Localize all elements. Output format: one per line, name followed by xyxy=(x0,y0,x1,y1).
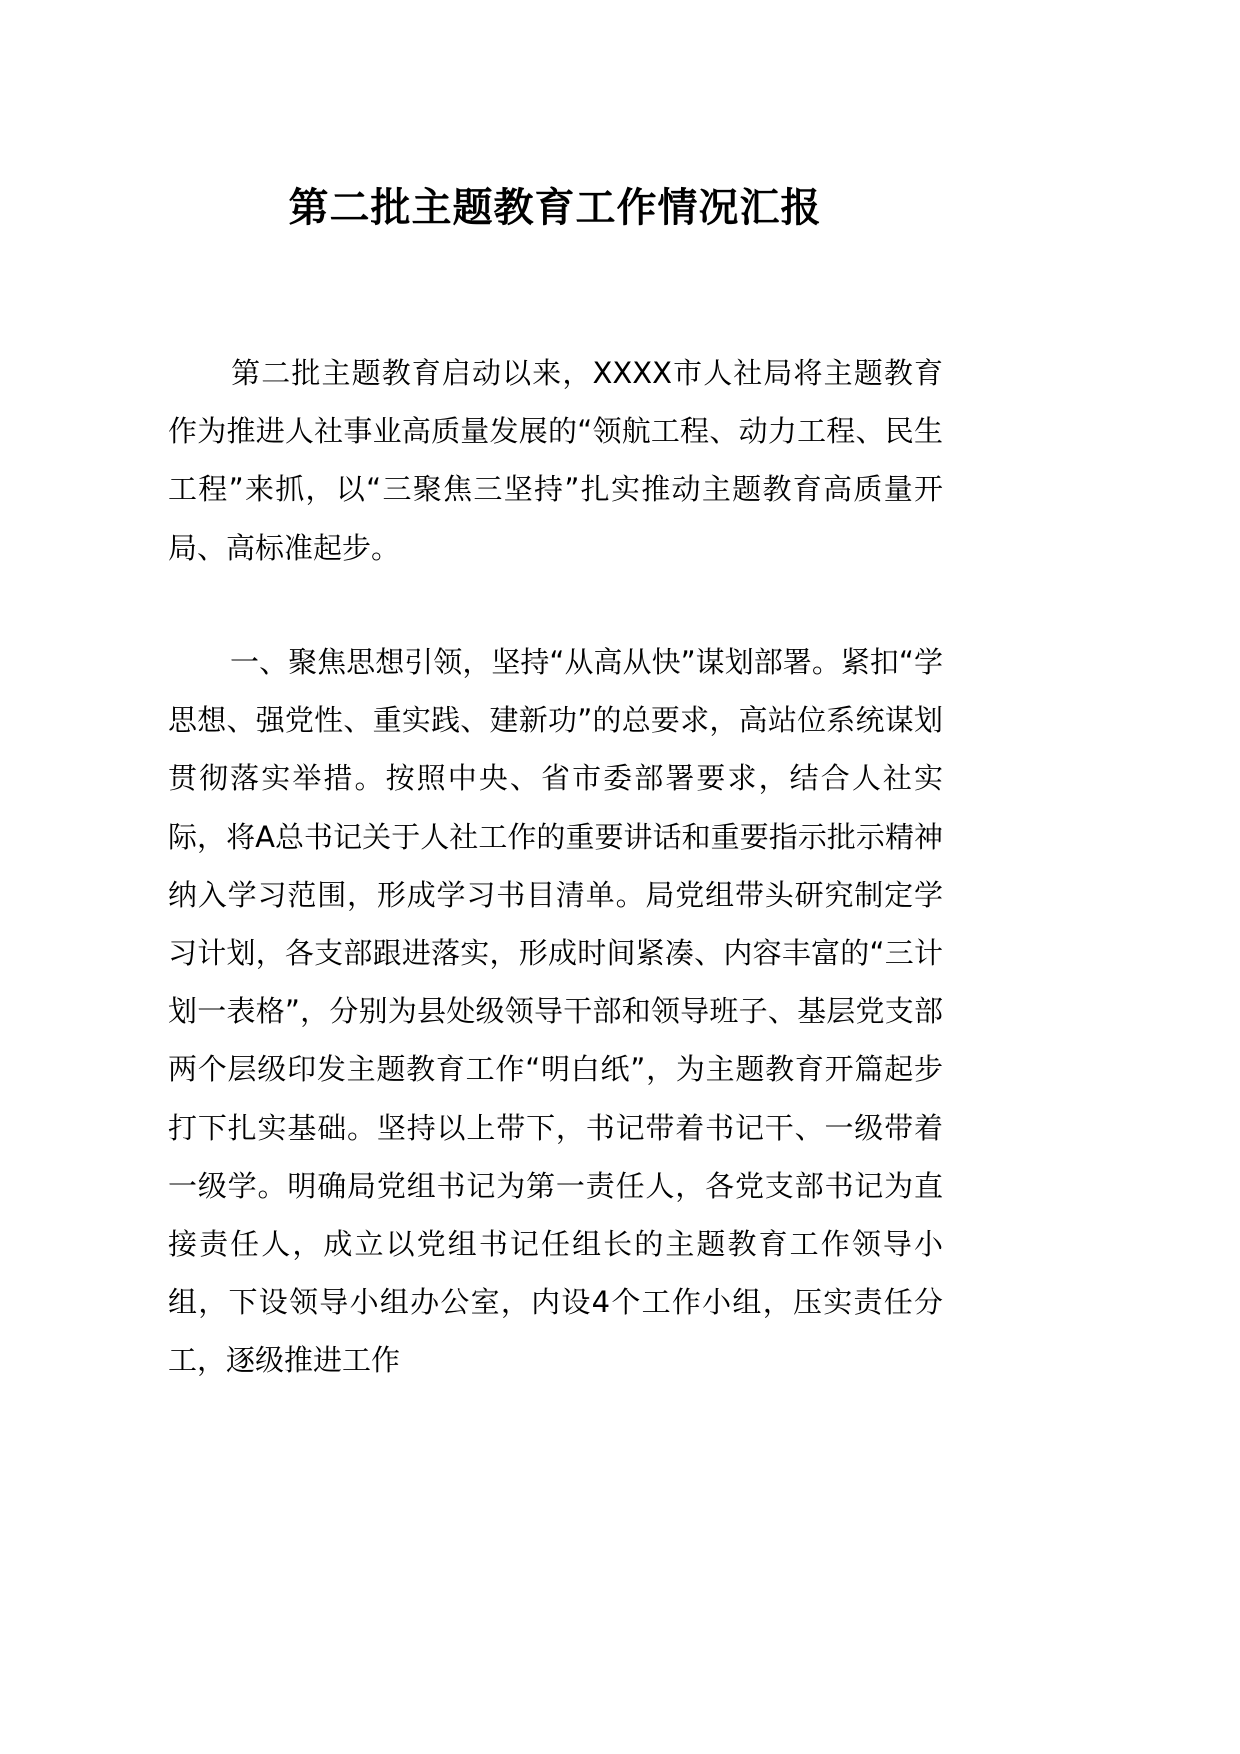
section-one-paragraph xyxy=(168,633,943,1390)
intro-paragraph-text: 第二批主题教育启动以来，XXXX市人社局将主题教育作为推进人社事业高质量发展的“领航工程、动力工程、民生工程”来抓，以“三聚焦三坚持”扎实推动主题教育高质量开局、高标准起步。 xyxy=(168,356,943,565)
intro-paragraph xyxy=(168,344,943,577)
document-title: 第二批主题教育工作情况汇报 xyxy=(288,185,822,231)
section-one-paragraph-text: 一、聚焦思想引领，坚持“从高从快”谋划部署。紧扣“学思想、强党性、重实践、建新功”的总要求，高站位系统谋划贯彻落实举措。按照中央、省市委部署要求，结合人社实际，将A总书记关于人社工作的重要讲话和重要指示批示精神纳入学习范围，形成学习书目清单。局党组带头研究制定学习计划，各支部跟进落实，形成时间紧凑、内容丰富的“三计划一表格”，分别为县处级领导干部和领导班子、基层党支部两个层级印发主题教育工作“明白纸”，为主题教育开篇起步打下扎实基础。坚持以上带下，书记带着书记干、一级带着一级学。明确局党组书记为第一责任人，各党支部书记为直接责任人，成立以党组书记任组长的主题教育工作领导小组，下设领导小组办公室，内设4个工作小组，压实责任分工，逐级推进工作 xyxy=(168,645,943,1378)
